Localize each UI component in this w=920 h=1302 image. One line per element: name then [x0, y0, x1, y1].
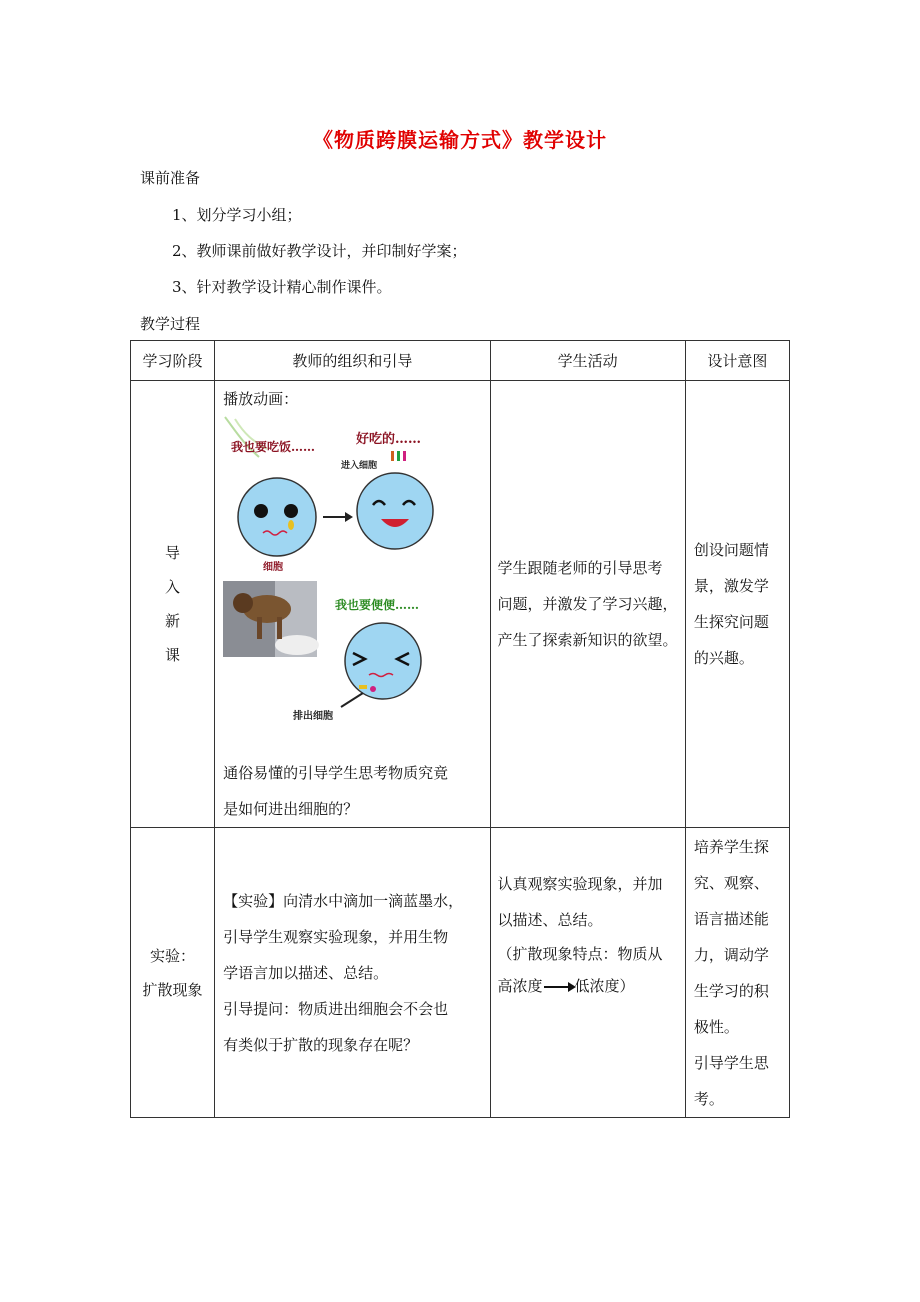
stage-char: 导 — [165, 544, 181, 562]
stage-experiment — [131, 828, 215, 1118]
text-line: 通俗易懂的引导学生思考物质究竟 — [223, 764, 449, 782]
text-line: 景，激发学 — [693, 577, 769, 595]
teacher-guide-text — [223, 755, 448, 827]
student-intro-cell — [490, 381, 685, 828]
text-line: 产生了探索新知识的欲望。 — [497, 631, 678, 649]
text-line: 创设问题情 — [693, 541, 769, 559]
stage-line: 实验： — [150, 946, 196, 965]
happy-cell-icon — [357, 473, 433, 549]
anim-label-enter: 进入细胞 — [341, 461, 378, 471]
stage-intro — [131, 381, 215, 828]
teacher-experiment-cell — [215, 828, 490, 1118]
stage-char: 课 — [165, 646, 181, 664]
arrow-icon — [345, 512, 353, 522]
text-line: 【实验】向清水中滴加一滴蓝墨水， — [223, 891, 464, 910]
sad-cell-icon — [238, 478, 316, 556]
text-line: 生学习的积 — [693, 981, 769, 1000]
text-line: 有类似于扩散的现象存在呢？ — [223, 1035, 419, 1054]
student-experiment-cell — [490, 828, 685, 1118]
text-line: 力，调动学 — [693, 945, 769, 964]
text-line: 是如何进出细胞的？ — [223, 800, 359, 818]
anim-label-cell: 细胞 — [263, 562, 284, 573]
animation-illustration — [223, 413, 483, 743]
header-student: 学生活动 — [490, 341, 685, 381]
stage-char: 新 — [165, 612, 181, 630]
table-row — [131, 381, 790, 828]
text-line: 极性。 — [693, 1017, 739, 1036]
text-line: 学生跟随老师的引导思考 — [497, 559, 663, 577]
text-line: 学语言加以描述、总结。 — [223, 963, 389, 982]
text-line: 的兴趣。 — [693, 649, 754, 667]
prep-heading: 课前准备 — [140, 169, 201, 187]
text-span: 高浓度 — [497, 977, 543, 995]
text-span: 低浓度） — [574, 977, 635, 995]
header-teacher: 教师的组织和引导 — [215, 341, 490, 381]
text-line: 培养学生探 — [693, 837, 769, 856]
text-line: 认真观察实验现象，并加 — [497, 875, 663, 893]
stage-char: 入 — [165, 578, 181, 596]
page-title: 《物质跨膜运输方式》教学设计 — [313, 128, 607, 152]
header-stage: 学习阶段 — [131, 341, 215, 381]
prep-item-3: 3、针对教学设计精心制作课件。 — [172, 278, 392, 296]
text-line: 以描述、总结。 — [497, 911, 603, 929]
process-heading: 教学过程 — [140, 315, 201, 333]
text-line: 语言描述能 — [693, 909, 769, 928]
anim-text-tasty: 好吃的…… — [356, 432, 422, 447]
stage-line: 扩散现象 — [142, 980, 203, 999]
text-line: 究、观察、 — [693, 873, 769, 892]
anim-text-hungry: 我也要吃饭…… — [231, 440, 316, 454]
text-line: （扩散现象特点：物质从 — [497, 945, 663, 963]
header-intent: 设计意图 — [685, 341, 789, 381]
intent-experiment-cell — [685, 828, 789, 1118]
text-line: 考。 — [693, 1089, 724, 1108]
table-row — [131, 828, 790, 1118]
student-note-line — [498, 970, 678, 1002]
prep-item-1: 1、划分学习小组； — [172, 206, 302, 224]
text-line: 引导学生思 — [693, 1053, 769, 1072]
text-line: 问题，并激发了学习兴趣， — [497, 595, 678, 613]
anim-label-exit: 排出细胞 — [293, 711, 334, 722]
lesson-table — [130, 340, 790, 1118]
table-header-row — [131, 341, 790, 381]
arrow-right-icon — [544, 986, 574, 988]
text-line: 引导学生观察实验现象，并用生物 — [223, 927, 449, 946]
teacher-intro-label: 播放动画： — [223, 390, 299, 408]
text-line: 生探究问题 — [693, 613, 769, 631]
text-line: 引导提问：物质进出细胞会不会也 — [223, 999, 449, 1018]
prep-item-2: 2、教师课前做好教学设计，并印制好学案； — [172, 242, 467, 260]
intent-intro-cell — [685, 381, 789, 828]
teacher-intro-cell — [215, 381, 490, 828]
disgusted-cell-icon — [345, 623, 421, 699]
anim-text-poop: 我也要便便…… — [335, 598, 420, 612]
